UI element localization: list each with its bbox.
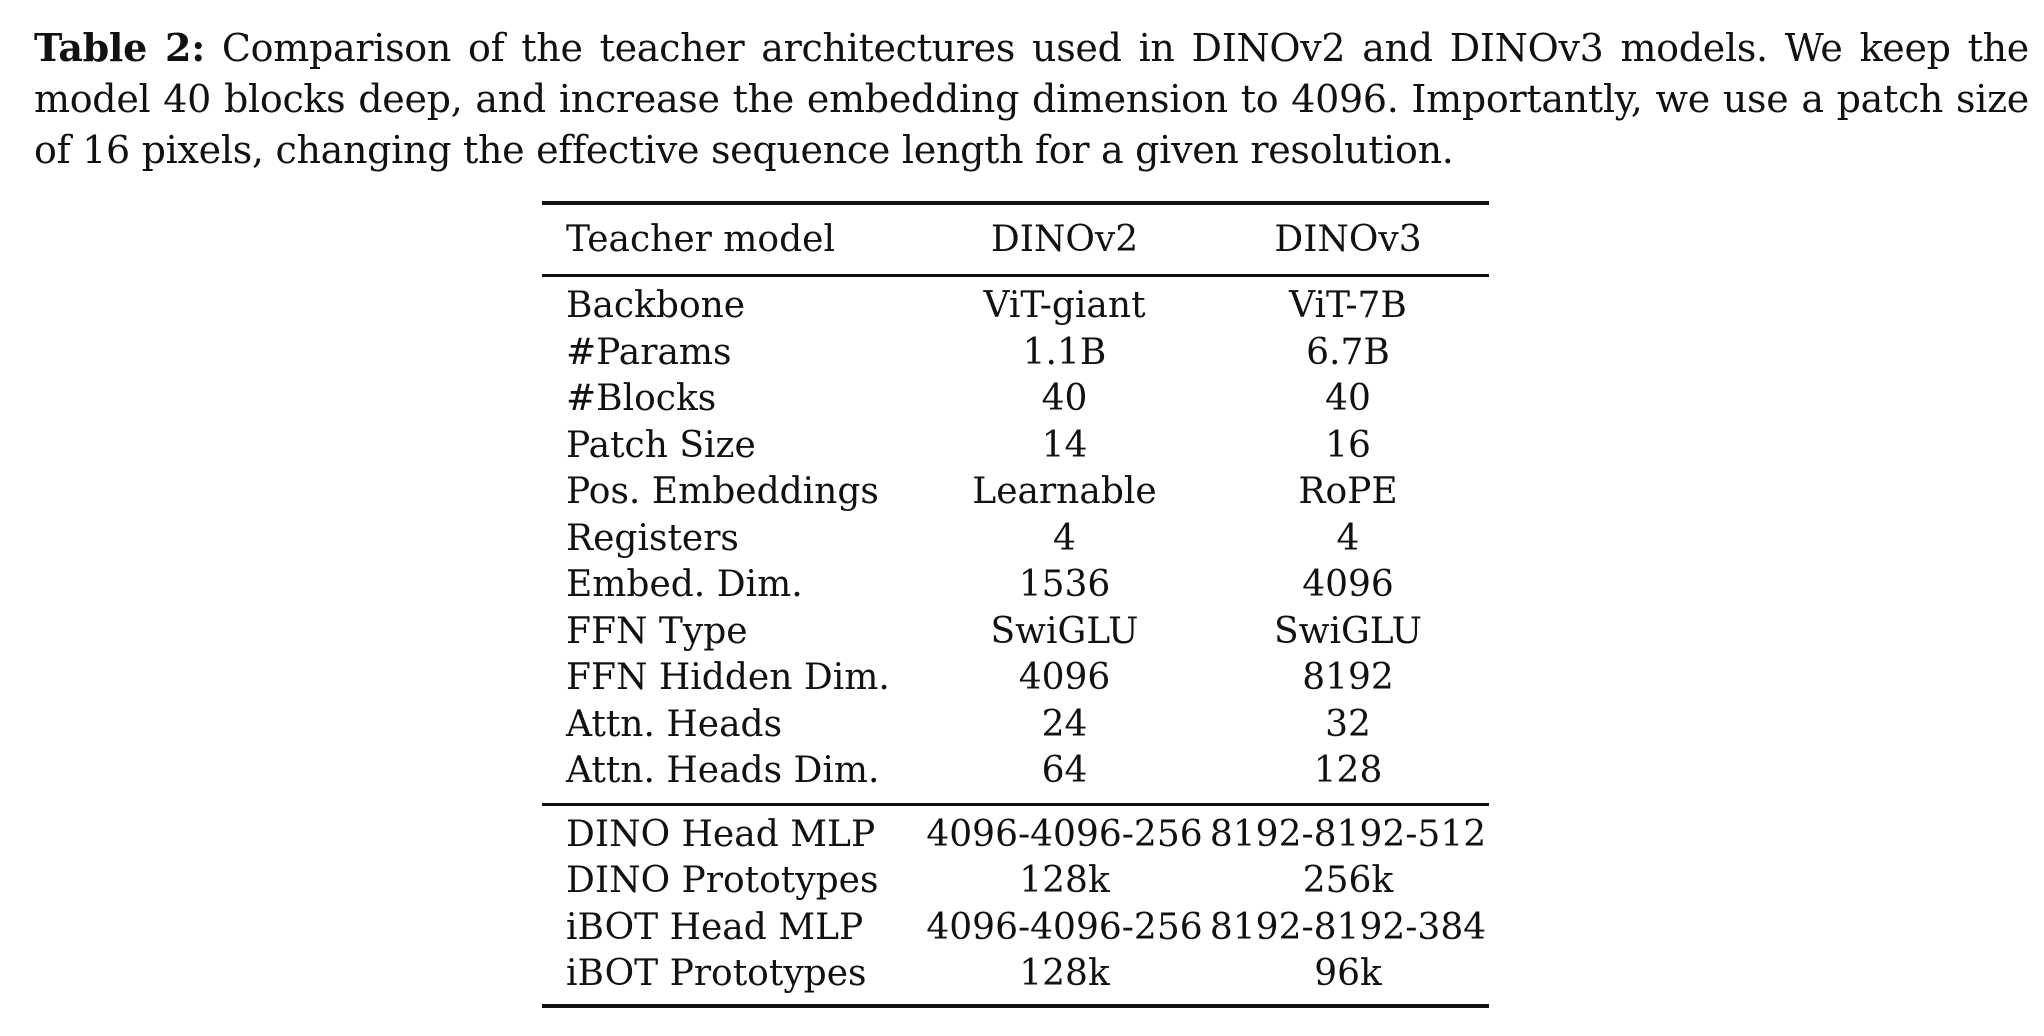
- dinov2-value: 128k: [1019, 860, 1110, 901]
- table-header-row: [542, 203, 1489, 276]
- table-row: [542, 562, 1489, 609]
- teacher-architecture-table: [542, 201, 1489, 1008]
- table-row: [542, 609, 1489, 656]
- row-label: Pos. Embeddings: [566, 471, 879, 512]
- dinov3-value: 16: [1325, 424, 1371, 466]
- row-label: iBOT Head MLP: [566, 906, 864, 948]
- dinov3-value: 96k: [1207, 951, 1489, 1006]
- dinov2-value: Learnable: [972, 471, 1157, 512]
- table-row: [542, 469, 1489, 516]
- dinov2-value: 4096-4096-256: [922, 804, 1207, 858]
- row-label: #Blocks: [566, 378, 717, 419]
- dinov3-value: 4: [1336, 517, 1360, 559]
- table-row: [542, 276, 1489, 330]
- dinov3-value: 8192-8192-512: [1207, 804, 1489, 858]
- dinov2-value: 4096-4096-256: [926, 906, 1203, 948]
- table-row: [542, 951, 1489, 1006]
- table-row: [542, 748, 1489, 804]
- header-dinov2: DINOv2: [922, 203, 1207, 276]
- row-label: Attn. Heads: [566, 703, 783, 745]
- dinov3-value: 8192-8192-384: [1209, 906, 1487, 948]
- table-row: [542, 858, 1489, 905]
- row-label: FFN Type: [566, 610, 748, 652]
- table-row: [542, 423, 1489, 470]
- dinov3-value: RoPE: [1298, 471, 1398, 512]
- dinov2-value: 24: [1041, 703, 1088, 745]
- dinov2-value: 14: [1041, 424, 1088, 466]
- caption-text: Comparison of the teacher architectures used in DINOv2 and DINOv3 models. We keep the model 40 blocks deep, and increase the embedding dimension to 4096. Importantly, we use a patch size of 16 pixels, changing the effective sequence length for a given resolution.: [34, 26, 2029, 172]
- header-teacher-model: Teacher model: [542, 203, 922, 276]
- dinov2-value: 1536: [1018, 564, 1111, 605]
- dinov3-value: 40: [1325, 378, 1371, 419]
- head-rows: [542, 804, 1489, 1006]
- dinov3-value: 8192: [1302, 657, 1394, 698]
- caption-label: Table 2:: [34, 25, 205, 70]
- table-row: [542, 804, 1489, 858]
- row-label: #Params: [566, 331, 732, 373]
- table-row: [542, 516, 1489, 563]
- architecture-rows: [542, 276, 1489, 805]
- dinov2-value: 40: [1041, 378, 1088, 419]
- dinov2-value: 4096: [1018, 657, 1111, 698]
- table-row: [542, 655, 1489, 702]
- row-label: FFN Hidden Dim.: [566, 657, 890, 698]
- table-caption: [34, 22, 2029, 176]
- table-row: [542, 702, 1489, 749]
- dinov2-value: 64: [1041, 750, 1088, 791]
- header-dinov3: DINOv3: [1207, 203, 1489, 276]
- row-label: iBOT Prototypes: [542, 951, 922, 1006]
- dinov2-value: 128k: [922, 951, 1207, 1006]
- table-row: [542, 330, 1489, 377]
- dinov2-value: SwiGLU: [990, 610, 1139, 652]
- dinov3-value: SwiGLU: [1273, 610, 1423, 652]
- dinov2-value: 1.1B: [1022, 331, 1107, 373]
- dinov3-value: 128: [1313, 750, 1383, 791]
- row-label: Registers: [566, 517, 739, 559]
- row-label: Embed. Dim.: [566, 564, 803, 605]
- dinov3-value: ViT-7B: [1289, 285, 1407, 326]
- row-label: DINO Head MLP: [542, 804, 922, 858]
- table-row: [542, 376, 1489, 423]
- comparison-table-container: [542, 201, 1489, 1008]
- row-label: Backbone: [566, 285, 746, 326]
- dinov3-value: 4096: [1302, 564, 1394, 605]
- dinov2-value: 4: [1053, 517, 1076, 559]
- row-label: Patch Size: [566, 424, 756, 466]
- row-label: DINO Prototypes: [566, 860, 879, 901]
- table-row: [542, 905, 1489, 952]
- dinov2-value: ViT-giant: [983, 285, 1146, 326]
- row-label: Attn. Heads Dim.: [566, 750, 880, 791]
- dinov3-value: 32: [1325, 703, 1371, 745]
- dinov3-value: 256k: [1302, 860, 1394, 901]
- dinov3-value: 6.7B: [1306, 331, 1390, 373]
